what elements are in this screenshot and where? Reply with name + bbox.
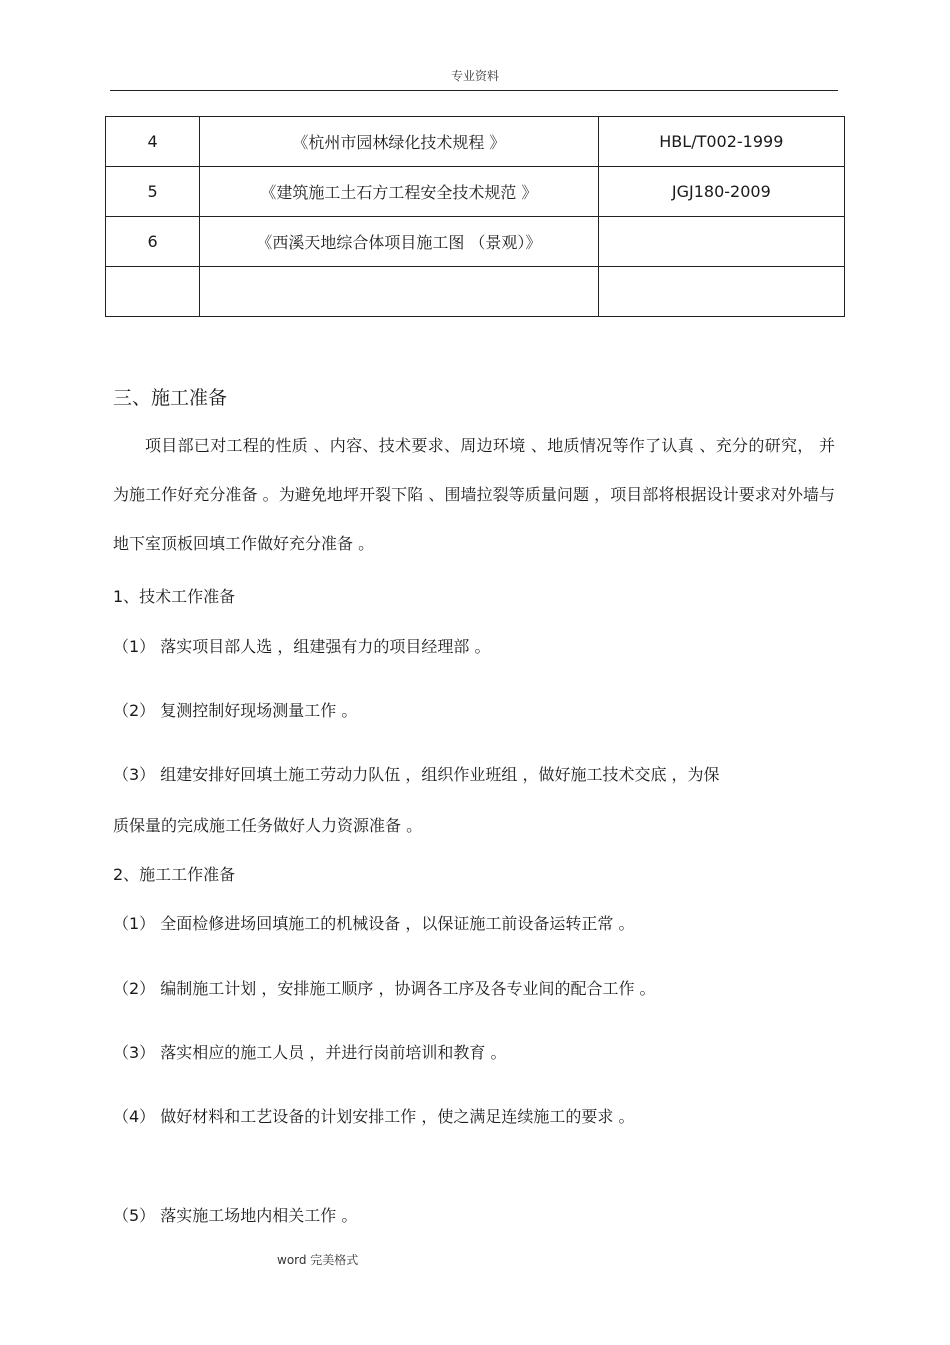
table-row [106, 117, 845, 167]
subsection-title-technical: 1、技术工作准备 [113, 587, 236, 606]
standard-code: JGJ180-2009 [598, 167, 844, 217]
standard-code: HBL/T002-1999 [598, 117, 844, 167]
list-item: （1） 落实项目部人选 ，组建强有力的项目经理部 。 [113, 637, 491, 656]
standard-name: 《西溪天地综合体项目施工图 （景观）》 [200, 217, 599, 267]
list-item: （2） 复测控制好现场测量工作 。 [113, 701, 358, 720]
list-item: （5） 落实施工场地内相关工作 。 [113, 1206, 358, 1225]
standard-name: 《建筑施工土石方工程安全技术规范 》 [200, 167, 599, 217]
page-header: 专业资料 [450, 69, 499, 83]
standard-code [598, 267, 844, 317]
row-number: 6 [106, 217, 200, 267]
standard-name: 《杭州市园林绿化技术规程 》 [200, 117, 599, 167]
list-item: （3） 组建安排好回填土施工劳动力队伍 ，组织作业班组 ，做好施工技术交底 ，为保 [113, 765, 720, 784]
list-item: （2） 编制施工计划 ，安排施工顺序 ，协调各工序及各专业间的配合工作 。 [113, 979, 656, 998]
intro-paragraph: 项目部已对工程的性质 、内容、技术要求、周边环境 、地质情况等作了认真 、充分的研究， 并为施工作好充分准备 。为避免地坪开裂下陷 、围墙拉裂等质量问题 ，项目部将根据设计要求对外墙与地下室顶板回填工作做好充分准备 。 [113, 436, 835, 553]
table-row [106, 217, 845, 267]
row-number [106, 267, 200, 317]
standard-name [200, 267, 599, 317]
standards-table [105, 116, 845, 317]
header-divider [110, 90, 838, 91]
row-number: 5 [106, 167, 200, 217]
page-footer: word 完美格式 [277, 1253, 359, 1267]
list-item: （1） 全面检修进场回填施工的机械设备 ，以保证施工前设备运转正常 。 [113, 914, 635, 933]
row-number: 4 [106, 117, 200, 167]
table-row [106, 267, 845, 317]
standard-code [598, 217, 844, 267]
list-item-continuation: 质保量的完成施工任务做好人力资源准备 。 [113, 816, 423, 835]
subsection-title-construction: 2、施工工作准备 [113, 865, 236, 884]
list-item: （3） 落实相应的施工人员 ，并进行岗前培训和教育 。 [113, 1043, 507, 1062]
list-item: （4） 做好材料和工艺设备的计划安排工作 ，使之满足连续施工的要求 。 [113, 1107, 635, 1126]
section-title: 三、施工准备 [113, 387, 228, 409]
table-row [106, 167, 845, 217]
